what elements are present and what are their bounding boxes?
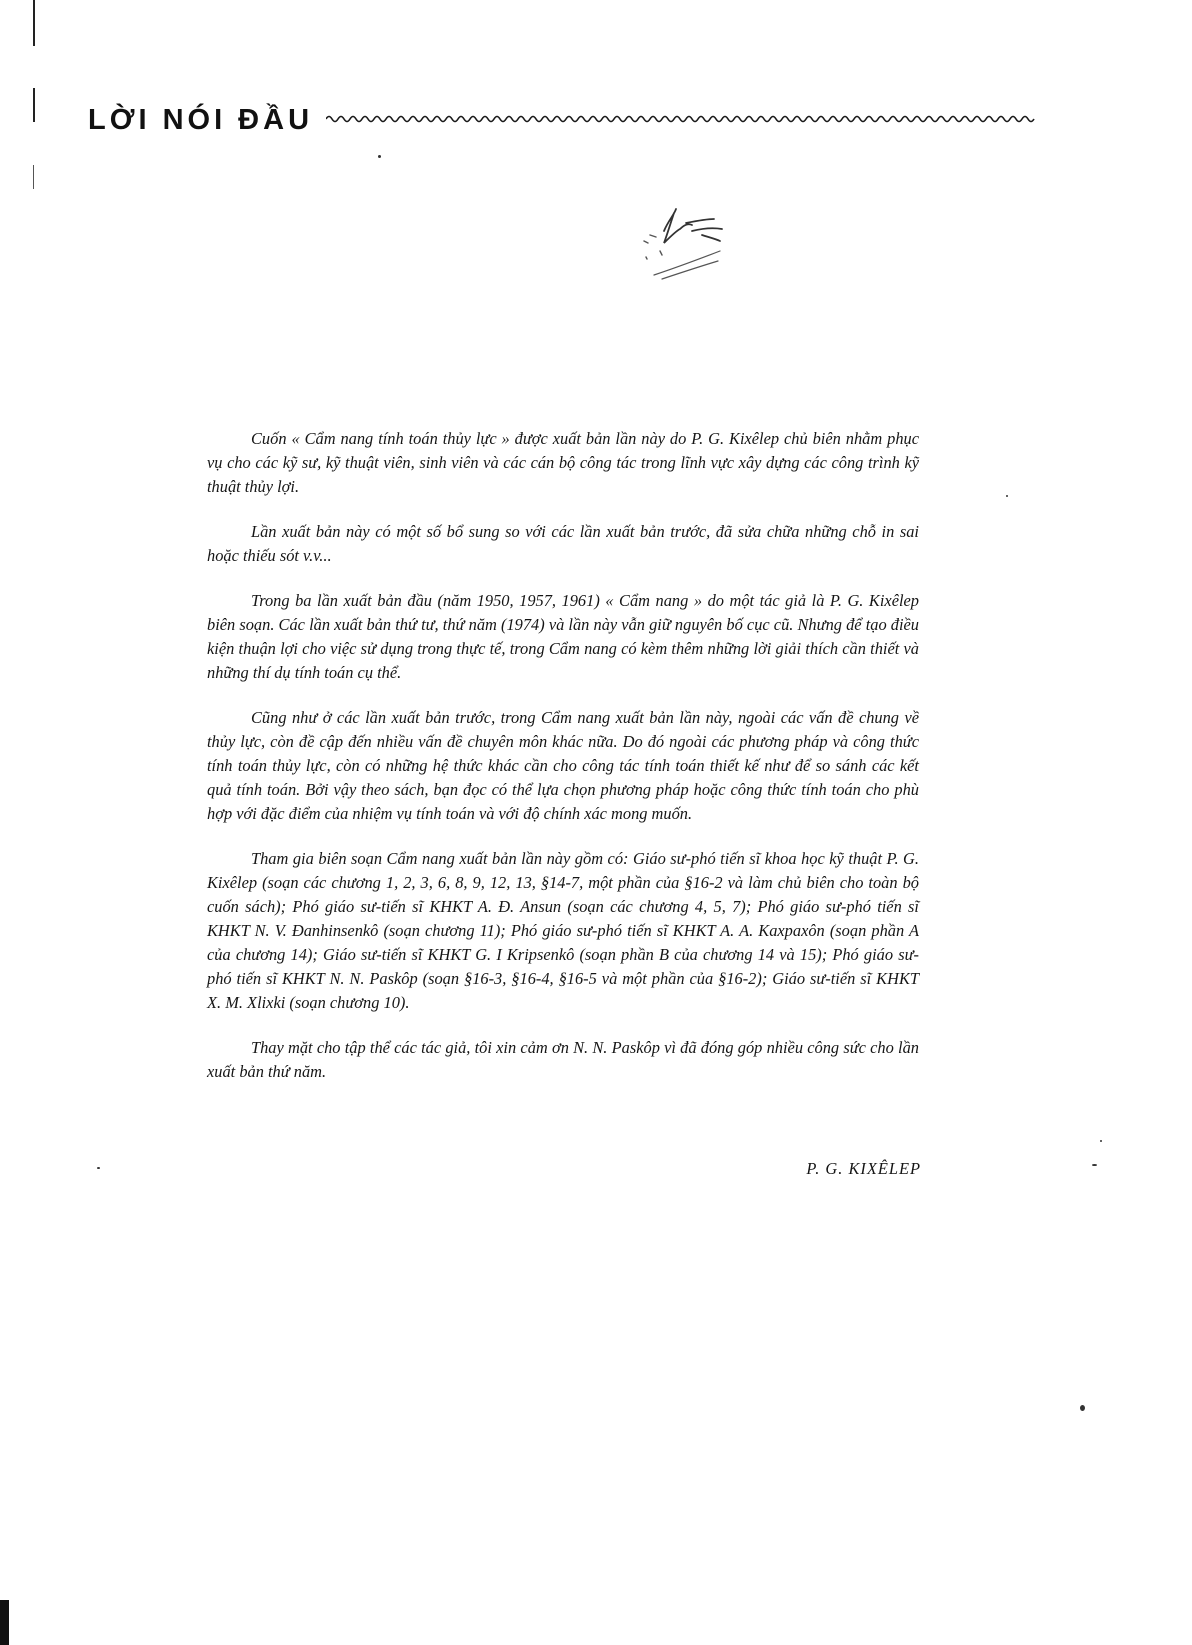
scan-edge-mark <box>33 88 35 122</box>
preface-body <box>207 427 919 1105</box>
scan-speck <box>1006 495 1008 497</box>
scan-speck <box>378 155 381 158</box>
scan-speck <box>1080 1405 1085 1411</box>
author-signature: P. G. KIXÊLEP <box>806 1159 921 1178</box>
handwritten-mark <box>640 205 770 290</box>
paragraph: Thay mặt cho tập thể các tác giả, tôi xin cảm ơn N. N. Paskôp vì đã đóng góp nhiều công sức cho lần xuất bản thứ năm. <box>207 1038 919 1081</box>
scan-edge-mark <box>33 0 35 46</box>
wavy-rule-decoration <box>326 112 1036 126</box>
scan-speck <box>1100 1140 1102 1142</box>
page-title: LỜI NÓI ĐẦU <box>88 104 314 136</box>
scan-speck <box>1092 1164 1097 1166</box>
paragraph: Lần xuất bản này có một số bổ sung so với các lần xuất bản trước, đã sửa chữa những chỗ in sai hoặc thiếu sót v.v... <box>207 522 919 565</box>
paragraph: Cũng như ở các lần xuất bản trước, trong Cẩm nang xuất bản lần này, ngoài các vấn đề chung về thủy lực, còn đề cập đến nhiều vấn đề chuyên môn khác nữa. Do đó ngoài các phương pháp và công thức tính toán thủy lực, còn có những hệ thức khác cần cho công tác tính toán thiết kế như để so sánh các kết quả tính toán. Bởi vậy theo sách, bạn đọc có thể lựa chọn phương pháp hoặc công thức tính toán cho phù hợp với đặc điểm của nhiệm vụ tính toán và với độ chính xác mong muốn. <box>207 708 919 823</box>
paragraph: Trong ba lần xuất bản đầu (năm 1950, 1957, 1961) « Cẩm nang » do một tác giả là P. G. Kixêlep biên soạn. Các lần xuất bản thứ tư, thứ năm (1974) và lần này vẫn giữ nguyên bố cục cũ. Nhưng để tạo điều kiện thuận lợi cho việc sử dụng trong thực tế, trong Cẩm nang có kèm thêm những lời giải thích cần thiết và những thí dụ tính toán cụ thể. <box>207 591 919 682</box>
paragraph: Tham gia biên soạn Cẩm nang xuất bản lần này gồm có: Giáo sư-phó tiến sĩ khoa học kỹ thuật P. G. Kixêlep (soạn các chương 1, 2, 3, 6, 8, 9, 12, 13, §14-7, một phần của §16-2 và làm chủ biên cho toàn bộ cuốn sách); Phó giáo sư-tiến sĩ KHKT A. Đ. Ansun (soạn các chương 4, 5, 7); Phó giáo sư-phó tiến sĩ KHKT N. V. Đanhinsenkô (soạn chương 11); Phó giáo sư-phó tiến sĩ KHKT A. A. Kaxpaxôn (soạn phần A của chương 14); Giáo sư-tiến sĩ KHKT G. I Kripsenkô (soạn phần B của chương 14 và 15); Phó giáo sư-phó tiến sĩ KHKT N. N. Paskôp (soạn §16-3, §16-4, §16-5 và một phần của §16-2); Giáo sư-tiến sĩ KHKT X. M. Xlixki (soạn chương 10). <box>207 849 919 1012</box>
scan-speck <box>97 1167 100 1169</box>
scan-edge-mark <box>0 1600 9 1645</box>
paragraph: Cuốn « Cẩm nang tính toán thủy lực » được xuất bản lần này do P. G. Kixêlep chủ biên nhằm phục vụ cho các kỹ sư, kỹ thuật viên, sinh viên và các cán bộ công tác trong lĩnh vực xây dựng các công trình kỹ thuật thủy lợi. <box>207 429 919 496</box>
scan-edge-mark <box>33 165 34 189</box>
